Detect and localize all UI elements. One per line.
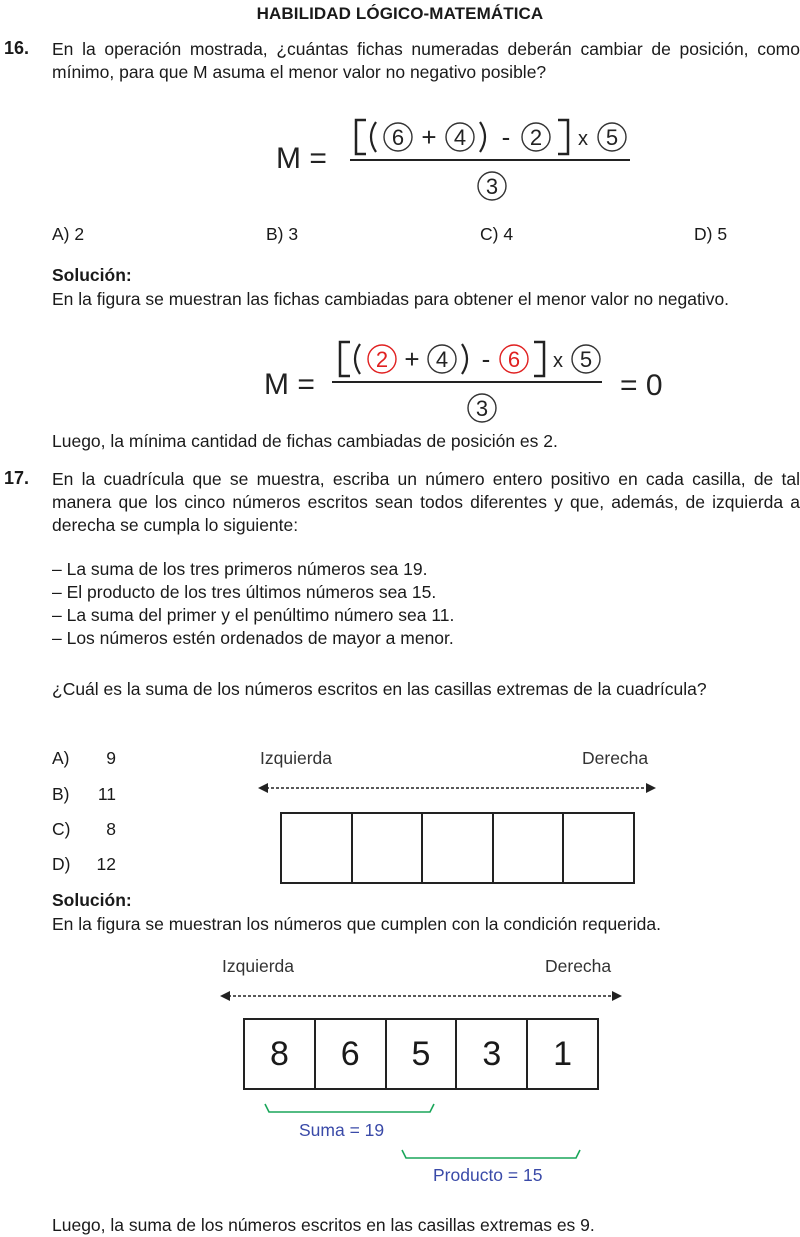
question-16-text: En la operación mostrada, ¿cuántas fichas numeradas deberán cambiar de posición, como mínimo, para que M asuma el menor valor no negativo posible? bbox=[52, 39, 800, 82]
grid-cell: 6 bbox=[316, 1020, 387, 1088]
left-square-bracket bbox=[356, 120, 366, 154]
op-times: x bbox=[553, 350, 563, 372]
grid-cell[interactable] bbox=[494, 814, 565, 882]
token-3: 6 bbox=[507, 347, 521, 372]
op-plus: + bbox=[404, 344, 420, 374]
option-value: 8 bbox=[106, 819, 116, 839]
token-1: 6 bbox=[391, 125, 405, 150]
option-c[interactable] bbox=[52, 819, 122, 840]
formula-lhs: M = bbox=[264, 368, 315, 401]
formula-result: = 0 bbox=[620, 369, 663, 402]
grid-cell[interactable] bbox=[353, 814, 424, 882]
product-brace bbox=[402, 1150, 580, 1158]
token-4: 5 bbox=[579, 347, 593, 372]
token-5: 3 bbox=[485, 174, 499, 199]
question-17-number: 17. bbox=[4, 468, 30, 488]
question-17-text: En la cuadrícula que se muestra, escriba un número entero positivo en cada casilla, de tal manera que los cinco números escritos sean todos diferentes y que, además, de izquierda a derecha se cumpla lo siguiente: bbox=[52, 469, 800, 535]
direction-arrow bbox=[258, 780, 658, 796]
right-label: Derecha bbox=[582, 748, 649, 768]
solution-grid bbox=[243, 1018, 599, 1090]
sum-label: Suma = 19 bbox=[299, 1120, 385, 1140]
condition-3: – La suma del primer y el penúltimo número sea 11. bbox=[52, 605, 455, 625]
direction-arrow bbox=[220, 988, 624, 1004]
grid-cell[interactable] bbox=[564, 814, 633, 882]
token-5: 3 bbox=[475, 396, 489, 421]
grid-cell: 5 bbox=[387, 1020, 458, 1088]
right-square-bracket bbox=[534, 342, 544, 376]
solution-16-formula bbox=[258, 334, 678, 426]
grid-cell: 8 bbox=[245, 1020, 316, 1088]
condition-2: – El producto de los tres últimos números sea 15. bbox=[52, 582, 437, 602]
solution-16-text: En la figura se muestran las fichas cambiadas para obtener el menor valor no negativo. bbox=[52, 289, 730, 309]
product-label: Producto = 15 bbox=[433, 1165, 543, 1185]
grid-cell[interactable] bbox=[282, 814, 353, 882]
option-letter: B) bbox=[52, 784, 70, 804]
conclusion-17: Luego, la suma de los números escritos en las casillas extremas es 9. bbox=[52, 1215, 595, 1235]
question-16-number: 16. bbox=[4, 38, 30, 58]
condition-4: – Los números estén ordenados de mayor a menor. bbox=[52, 628, 454, 648]
option-d[interactable] bbox=[52, 854, 122, 875]
conclusion-16: Luego, la mínima cantidad de fichas cambiadas de posición es 2. bbox=[52, 431, 558, 451]
token-2: 4 bbox=[453, 125, 467, 150]
right-label: Derecha bbox=[545, 956, 612, 976]
grid-cell: 3 bbox=[457, 1020, 528, 1088]
left-square-bracket bbox=[340, 342, 350, 376]
option-value: 12 bbox=[96, 854, 116, 874]
solution-16-label: Solución: bbox=[52, 265, 132, 285]
token-1: 2 bbox=[375, 347, 389, 372]
grid-cell[interactable] bbox=[423, 814, 494, 882]
option-letter: D) bbox=[52, 854, 71, 874]
left-paren bbox=[355, 344, 360, 374]
option-value: 11 bbox=[97, 784, 116, 804]
option-b[interactable] bbox=[52, 784, 122, 805]
arrow-head-right bbox=[612, 991, 622, 1001]
option-letter: C) bbox=[52, 819, 71, 839]
option-a[interactable]: A) 2 bbox=[52, 224, 85, 244]
left-paren bbox=[371, 122, 376, 152]
page-title: HABILIDAD LÓGICO-MATEMÁTICA bbox=[256, 4, 544, 23]
op-plus: + bbox=[421, 122, 437, 152]
left-label: Izquierda bbox=[222, 956, 294, 976]
op-times: x bbox=[578, 128, 588, 150]
question-17-question: ¿Cuál es la suma de los números escritos en las casillas extremas de la cuadrícula? bbox=[52, 679, 707, 699]
option-a[interactable] bbox=[52, 748, 122, 769]
right-paren bbox=[462, 344, 467, 374]
token-4: 5 bbox=[605, 125, 619, 150]
option-d[interactable]: D) 5 bbox=[694, 224, 728, 244]
question-16-formula bbox=[270, 108, 650, 208]
option-c[interactable]: C) 4 bbox=[480, 224, 514, 244]
option-b[interactable]: B) 3 bbox=[266, 224, 299, 244]
arrow-head-right bbox=[646, 783, 656, 793]
sum-brace bbox=[265, 1104, 434, 1112]
left-label: Izquierda bbox=[260, 748, 332, 768]
grid-cell: 1 bbox=[553, 1034, 573, 1073]
solution-17-text: En la figura se muestran los números que cumplen con la condición requerida. bbox=[52, 914, 661, 934]
token-3: 2 bbox=[529, 125, 543, 150]
op-minus: - bbox=[501, 122, 511, 152]
right-square-bracket bbox=[558, 120, 568, 154]
arrow-head-left bbox=[258, 783, 268, 793]
empty-grid bbox=[280, 812, 635, 884]
option-value: 9 bbox=[106, 748, 116, 768]
option-letter: A) bbox=[52, 748, 70, 768]
condition-1: – La suma de los tres primeros números sea 19. bbox=[52, 559, 428, 579]
token-2: 4 bbox=[435, 347, 449, 372]
op-minus: - bbox=[481, 344, 491, 374]
formula-lhs: M = bbox=[276, 142, 327, 175]
arrow-head-left bbox=[220, 991, 230, 1001]
solution-17-label: Solución: bbox=[52, 890, 132, 910]
right-paren bbox=[480, 122, 485, 152]
